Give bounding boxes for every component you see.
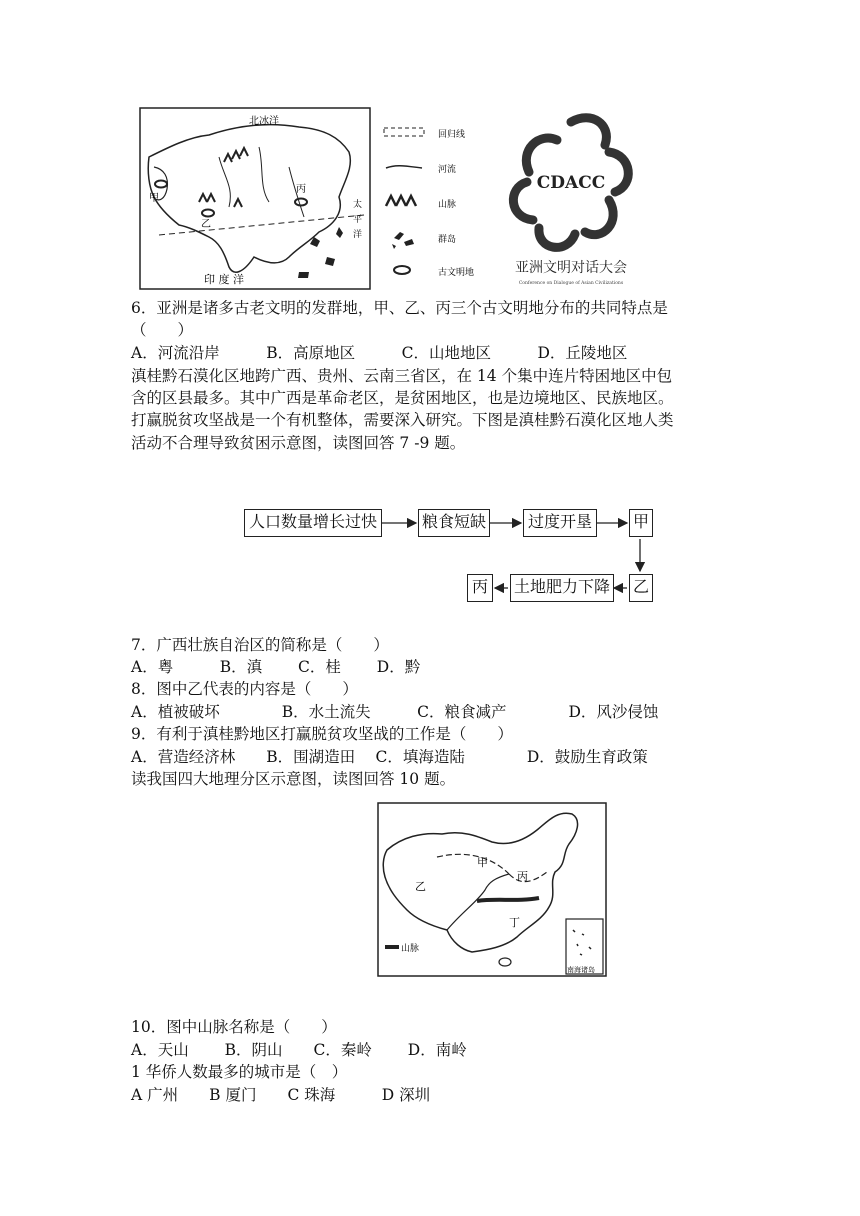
- dashed-line-icon: [384, 128, 424, 136]
- label-yi: 乙: [201, 219, 211, 230]
- q9-stem: 9．有利于滇桂黔地区打赢脱贫攻坚战的工作是（ ）: [131, 725, 513, 743]
- flow-box-food-shortage: 粮食短缺: [418, 509, 490, 537]
- china-inset-label: 南海诸岛: [567, 966, 595, 974]
- ocean-indian-label: 印 度 洋: [204, 273, 244, 286]
- q8-options: A．植被破坏 B．水土流失 C．粮食减产 D．风沙侵蚀: [131, 703, 659, 721]
- ellipse-icon: [394, 266, 410, 274]
- china-legend-mountain: 山脉: [401, 944, 420, 954]
- ocean-pacific-label-3: 洋: [353, 230, 363, 240]
- passage-line-4: 活动不合理导致贫困示意图，读图回答 7 -9 题。: [131, 434, 466, 452]
- asia-map: [139, 107, 371, 290]
- flow-box-overcultivation: 过度开垦: [523, 509, 597, 537]
- legend-mountain: 山脉: [438, 200, 457, 210]
- mountain-icon: [386, 196, 416, 206]
- q11-options: A 广州 B 厦门 C 珠海 D 深圳: [131, 1086, 431, 1104]
- q9-options: A．营造经济林 B．围湖造田 C．填海造陆 D．鼓励生育政策: [131, 748, 648, 766]
- flow-box-soil-fertility: 土地肥力下降: [510, 574, 614, 602]
- china-label-yi: 乙: [415, 880, 426, 893]
- flow-box-population: 人口数量增长过快: [244, 509, 382, 537]
- ocean-north-label: 北冰洋: [249, 116, 279, 127]
- china-label-bing: 丙: [517, 870, 528, 883]
- q6-paren: （ ）: [131, 321, 194, 339]
- q10-options: A．天山 B．阴山 C．秦岭 D．南岭: [131, 1041, 467, 1059]
- legend-islands: 群岛: [438, 235, 457, 245]
- cdacc-english: Conference on Dialogue of Asian Civilizations: [518, 281, 624, 286]
- q8-stem: 8．图中乙代表的内容是（ ）: [131, 680, 358, 698]
- cdacc-name: 亚洲文明对话大会: [515, 260, 627, 276]
- q6-options: A．河流沿岸 B．高原地区 C．山地地区 D．丘陵地区: [131, 344, 628, 362]
- legend-civilization: 古文明地: [438, 268, 475, 278]
- label-bing: 丙: [296, 184, 306, 195]
- passage-line-3: 打赢脱贫攻坚战是一个有机整体，需要深入研究。下图是滇桂黔石漠化区地人类: [131, 411, 674, 429]
- river-line-icon: [386, 166, 422, 168]
- flow-box-jia: 甲: [629, 509, 653, 537]
- passage-line-1: 滇桂黔石漠化区地跨广西、贵州、云南三省区，在 14 个集中连片特困地区中包: [131, 367, 673, 385]
- q7-options: A．粤 B．滇 C．桂 D．黔: [131, 658, 421, 676]
- china-label-jia: 甲: [477, 856, 488, 869]
- legend-tropic: 回归线: [438, 130, 466, 140]
- q7-stem: 7．广西壮族自治区的简称是（ ）: [131, 636, 389, 654]
- q11-stem: 1 华侨人数最多的城市是（ ）: [131, 1063, 348, 1081]
- cdacc-abbr: CDACC: [536, 173, 606, 193]
- passage-line-2: 含的区县最多。其中广西是革命老区，是贫困地区，也是边境地区、民族地区。: [131, 389, 674, 407]
- flow-box-yi: 乙: [629, 574, 653, 602]
- china-label-ding: 丁: [509, 916, 520, 929]
- q10-stem: 10．图中山脉名称是（ ）: [131, 1018, 337, 1036]
- label-jia: 甲: [149, 193, 159, 204]
- q6-stem: 6．亚洲是诸多古老文明的发群地，甲、乙、丙三个古文明地分布的共同特点是: [131, 299, 668, 317]
- flow-box-bing: 丙: [467, 574, 493, 602]
- legend-river: 河流: [438, 165, 457, 175]
- flowchart: [240, 505, 660, 605]
- cdacc-logo: [497, 100, 645, 290]
- q10-intro: 读我国四大地理分区示意图，读图回答 10 题。: [131, 770, 456, 788]
- ocean-pacific-label-1: 太: [353, 200, 363, 210]
- islands-icon: [392, 232, 414, 249]
- china-map: [377, 802, 607, 977]
- asia-map-legend: [380, 120, 490, 285]
- ocean-pacific-label-2: 平: [353, 215, 363, 225]
